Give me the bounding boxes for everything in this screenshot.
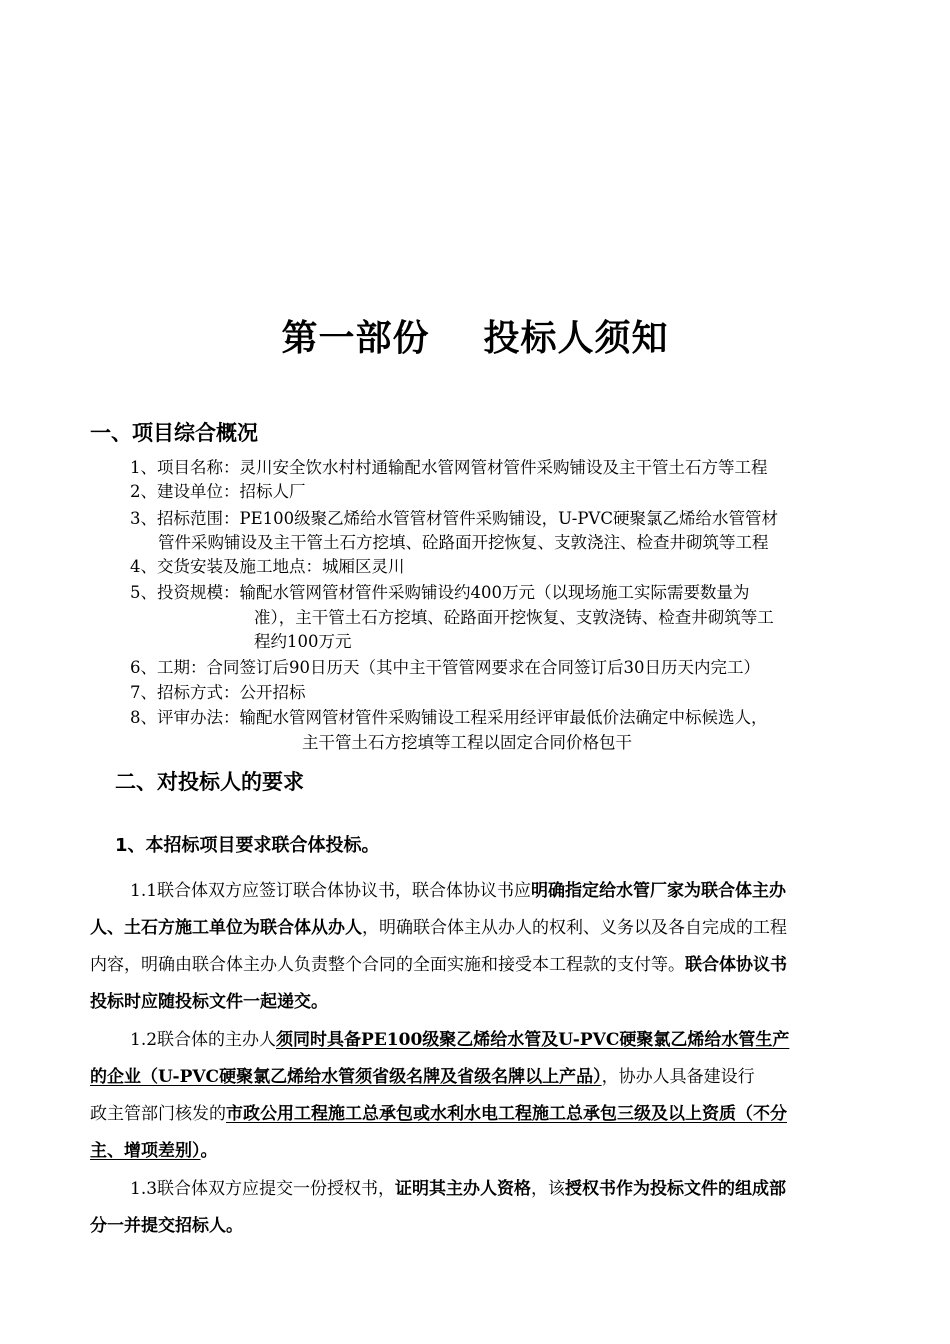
bold-span: 。: [200, 1141, 218, 1161]
list-item-location: 4、交货安装及施工地点：城厢区灵川: [130, 557, 405, 576]
text-span: 1.1联合体双方应签订联合体协议书，联合体协议书应: [130, 881, 532, 901]
text-span: 内容，明确由联合体主办人负责整个合同的全面实施和接受本工程款的支付等。: [90, 955, 685, 975]
paragraph-1-2-line-4: [90, 1133, 218, 1170]
bold-span: 证明其主办人资格: [395, 1179, 532, 1199]
text-span: 1.2联合体的主办人: [130, 1030, 277, 1050]
list-item-evaluation-cont: 主干管土石方挖填等工程以固定合同价格包干: [302, 733, 632, 752]
paragraph-1-3-line-2: 分一并提交招标人。: [90, 1216, 243, 1236]
paragraph-1-1-line-4: 投标时应随投标文件一起递交。: [90, 992, 328, 1012]
paragraph-1-3-line-1: [130, 1171, 786, 1208]
text-span: 政主管部门核发的: [90, 1104, 226, 1124]
paragraph-1-1-line-1: [130, 873, 786, 910]
bold-underline-span: 须同时具备PE100级聚乙烯给水管及U-PVC硬聚氯乙烯给水管生产: [276, 1030, 790, 1050]
list-item-investment: 5、投资规模：输配水管网管材管件采购铺设约400万元（以现场施工实际需要数量为: [130, 583, 750, 602]
list-item-investment-cont-1: 准），主干管土石方挖填、砼路面开挖恢复、支敦浇铸、检查井砌筑等工: [254, 608, 774, 627]
list-item-tender-method: 7、招标方式：公开招标: [130, 683, 306, 702]
text-span: ，协办人具备建设行: [601, 1067, 755, 1087]
text-span: 1.3联合体双方应提交一份授权书，: [130, 1179, 396, 1199]
list-item-scope-cont: 管件采购铺设及主干管土石方挖填、砼路面开挖恢复、支敦浇注、检查井砌筑等工程: [158, 533, 769, 552]
title-part-1: 第一部份: [281, 317, 430, 359]
list-item-duration: 6、工期：合同签订后90日历天（其中主干管管网要求在合同签订后30日历天内完工）: [130, 658, 760, 677]
text-span: ，明确联合体主从办人的权利、义务以及各自完成的工程: [362, 918, 787, 938]
bold-span: 联合体协议书: [685, 955, 787, 975]
bold-span: 授权书作为投标文件的组成部: [565, 1179, 787, 1199]
section-1-heading: 一、项目综合概况: [90, 421, 258, 445]
list-item-project-name: 1、项目名称：灵川安全饮水村村通输配水管网管材管件采购铺设及主干管土石方等工程: [130, 458, 768, 477]
list-item-evaluation: 8、评审办法：输配水管网管材管件采购铺设工程采用经评审最低价法确定中标候选人，: [130, 708, 768, 727]
paragraph-1-1-line-2: [90, 910, 787, 947]
bold-span: 人、土石方施工单位为联合体从办人: [90, 918, 362, 938]
section-2-sub-heading: 1、本招标项目要求联合体投标。: [115, 835, 380, 856]
paragraph-1-2-line-2: [90, 1059, 755, 1096]
page-title: [0, 310, 950, 361]
bold-underline-span: 市政公用工程施工总承包或水利水电工程施工总承包三级及以上资质（不分: [226, 1104, 787, 1124]
paragraph-1-2-line-3: [90, 1096, 787, 1133]
paragraph-1-2-line-1: [130, 1022, 789, 1059]
list-item-investment-cont-2: 程约100万元: [254, 632, 352, 651]
title-part-2: 投标人须知: [483, 317, 669, 359]
bold-underline-span: 的企业（U-PVC硬聚氯乙烯给水管须省级名牌及省级名牌以上产品）: [90, 1067, 602, 1087]
bold-span: 明确指定给水管厂家为联合体主办: [531, 881, 787, 901]
bold-underline-span: 主、增项差别）: [90, 1141, 201, 1161]
list-item-scope: 3、招标范围：PE100级聚乙烯给水管管材管件采购铺设，U-PVC硬聚氯乙烯给水管管材: [130, 509, 778, 528]
list-item-builder: 2、建设单位：招标人厂: [130, 482, 306, 501]
section-2-heading: 二、对投标人的要求: [115, 770, 304, 794]
paragraph-1-1-line-3: [90, 947, 787, 984]
text-span: ，该: [531, 1179, 566, 1199]
